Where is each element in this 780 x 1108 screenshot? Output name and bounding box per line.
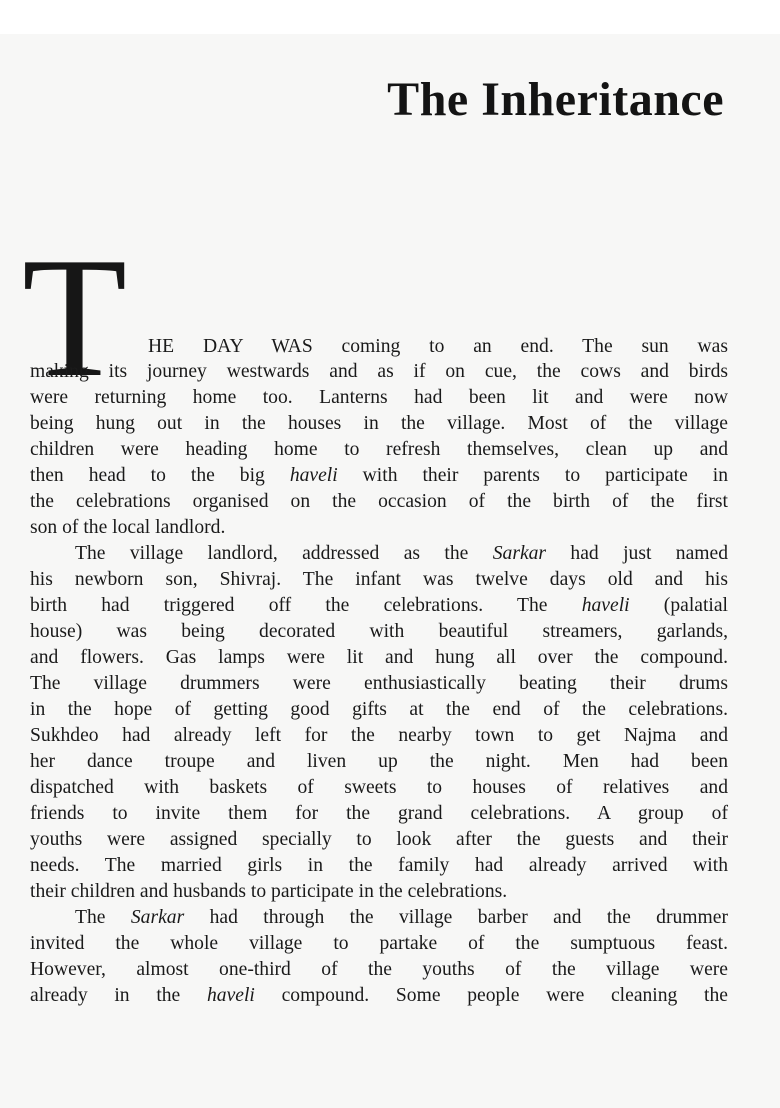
- italic-term: Sarkar: [130, 907, 185, 928]
- text-line: [30, 671, 728, 697]
- line-text: being hung out in the houses in the village. Most of the village: [30, 413, 728, 434]
- text-line: [30, 983, 728, 1009]
- text-line: [30, 645, 728, 671]
- line-text: already in the: [30, 985, 207, 1006]
- line-text: needs. The married girls in the family had already arrived with: [30, 855, 728, 876]
- text-line: [30, 385, 728, 411]
- line-text: were returning home too. Lanterns had been lit and were now: [30, 387, 728, 408]
- line-text: the celebrations organised on the occasion of the birth of the first: [30, 491, 728, 512]
- line-text: youths were assigned specially to look after the guests and their: [30, 829, 728, 850]
- scan-top-margin: [0, 0, 780, 34]
- text-line: [30, 541, 728, 567]
- text-line: [30, 801, 728, 827]
- line-text: son of the local landlord.: [30, 517, 226, 538]
- italic-term: Sarkar: [492, 543, 547, 564]
- text-line: [30, 723, 728, 749]
- text-line: [30, 567, 728, 593]
- line-text: with their parents to participate in: [337, 465, 729, 486]
- line-text: children were heading home to refresh themselves, clean up and: [30, 439, 728, 460]
- drop-cap: T: [22, 223, 128, 413]
- text-line: [148, 334, 728, 360]
- line-text: dispatched with baskets of sweets to houses of relatives and: [30, 777, 728, 798]
- italic-term: haveli: [206, 985, 255, 1006]
- text-line: [30, 697, 728, 723]
- line-text: their children and husbands to participate in the celebrations.: [30, 881, 508, 902]
- line-text: HE DAY WAS coming to an end. The sun was: [148, 336, 728, 357]
- line-text: her dance troupe and liven up the night. Men had been: [30, 751, 728, 772]
- text-line: [30, 749, 728, 775]
- text-line: [30, 931, 728, 957]
- text-line: [30, 593, 728, 619]
- italic-term: haveli: [289, 465, 338, 486]
- italic-term: haveli: [581, 595, 630, 616]
- line-text: his newborn son, Shivraj. The infant was twelve days old and his: [30, 569, 728, 590]
- text-line: [30, 411, 728, 437]
- line-text: in the hope of getting good gifts at the end of the celebrations.: [30, 699, 728, 720]
- line-text: compound. Some people were cleaning the: [254, 985, 728, 1006]
- line-text: had just named: [546, 543, 728, 564]
- line-text: birth had triggered off the celebrations. The: [30, 595, 582, 616]
- line-text: friends to invite them for the grand celebrations. A group of: [30, 803, 728, 824]
- line-text: However, almost one-third of the youths of the village were: [30, 959, 728, 980]
- line-text: invited the whole village to partake of the sumptuous feast.: [30, 933, 728, 954]
- text-line: [30, 827, 728, 853]
- line-text: Sukhdeo had already left for the nearby town to get Najma and: [30, 725, 728, 746]
- line-text: making its journey westwards and as if on cue, the cows and birds: [30, 361, 728, 382]
- line-text: then head to the big: [30, 465, 290, 486]
- chapter-title: The Inheritance: [387, 73, 724, 126]
- text-line: [30, 853, 728, 879]
- line-text: house) was being decorated with beautiful streamers, garlands,: [30, 621, 728, 642]
- line-text: The village drummers were enthusiastically beating their drums: [30, 673, 728, 694]
- text-line: [30, 957, 728, 983]
- line-text: The village landlord, addressed as the: [75, 543, 493, 564]
- line-text: The: [75, 907, 131, 928]
- text-line: [30, 619, 728, 645]
- text-line: [30, 905, 728, 931]
- text-line: [30, 515, 728, 541]
- text-line: [30, 489, 728, 515]
- text-line: [30, 359, 728, 385]
- line-text: and flowers. Gas lamps were lit and hung all over the compound.: [30, 647, 728, 668]
- text-line: [30, 879, 728, 905]
- text-line: [30, 775, 728, 801]
- text-line: [30, 463, 728, 489]
- line-text: (palatial: [629, 595, 728, 616]
- line-text: had through the village barber and the drummer: [184, 907, 728, 928]
- text-line: [30, 437, 728, 463]
